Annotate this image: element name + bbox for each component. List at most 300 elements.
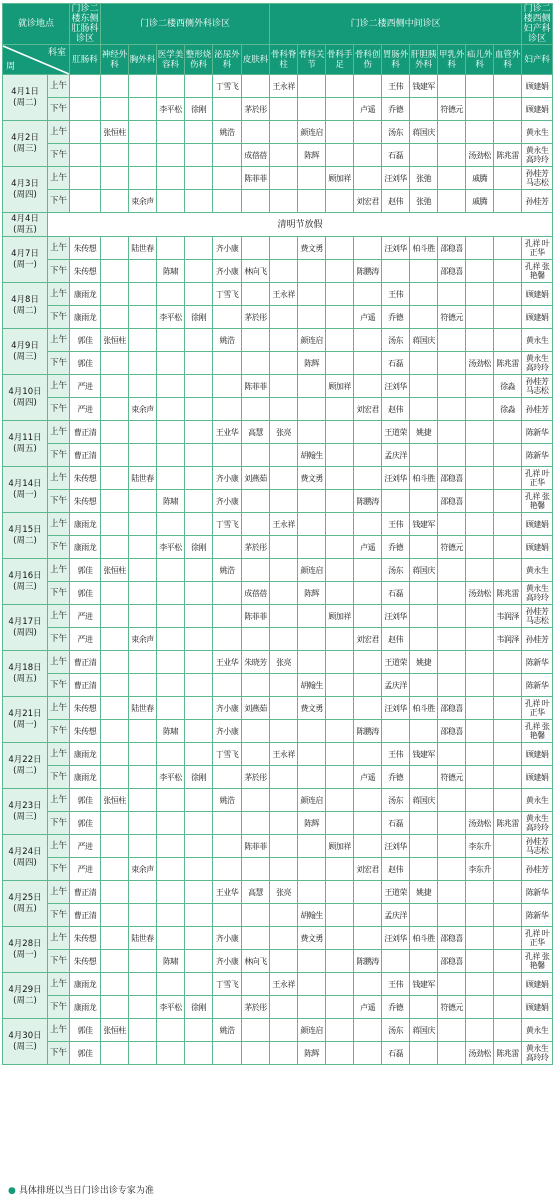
doctor-cell	[185, 812, 213, 835]
doctor-cell	[213, 605, 242, 628]
doctor-cell: 顾建娟	[522, 996, 553, 1019]
doctor-cell	[466, 98, 494, 121]
doctor-cell: 丁雪飞	[213, 513, 242, 536]
date-label: 4月3日	[11, 178, 39, 189]
doctor-cell	[466, 697, 494, 720]
weekday-label: (周五)	[13, 903, 37, 914]
doctor-cell	[101, 190, 129, 213]
doctor-cell	[129, 329, 157, 352]
doctor-cell	[382, 490, 410, 513]
doctor-cell	[157, 398, 185, 421]
doctor-cell	[70, 98, 101, 121]
doctor-cell: 郭佳	[70, 1042, 101, 1065]
doctor-cell	[70, 167, 101, 190]
date-label: 4月2日	[11, 132, 39, 143]
doctor-cell: 齐小康	[213, 467, 242, 490]
date-cell	[3, 167, 48, 213]
weekday-label: (周五)	[13, 224, 37, 235]
doctor-cell	[382, 260, 410, 283]
doctor-cell	[326, 766, 354, 789]
doctor-cell: 王永祥	[270, 513, 298, 536]
doctor-cell	[298, 973, 326, 996]
time-slot: 下午	[48, 144, 70, 167]
doctor-cell	[129, 536, 157, 559]
doctor-cell	[326, 559, 354, 582]
doctor-cell	[326, 283, 354, 306]
doctor-cell	[298, 306, 326, 329]
doctor-cell	[466, 973, 494, 996]
doctor-cell	[410, 950, 438, 973]
doctor-cell	[466, 950, 494, 973]
department-header: 疝儿外科	[466, 45, 494, 75]
doctor-cell: 茅於彤	[242, 98, 270, 121]
doctor-cell	[410, 444, 438, 467]
doctor-cell: 康雨龙	[70, 513, 101, 536]
doctor-cell	[185, 628, 213, 651]
doctor-cell: 顾建娟	[522, 766, 553, 789]
doctor-cell	[494, 536, 522, 559]
doctor-cell	[185, 375, 213, 398]
doctor-cell	[157, 421, 185, 444]
doctor-cell: 陈啸	[157, 950, 185, 973]
doctor-cell: 束余声	[129, 398, 157, 421]
doctor-cell: 孙桂芳 马志松	[522, 835, 553, 858]
doctor-cell	[466, 329, 494, 352]
doctor-cell	[185, 167, 213, 190]
schedule-row	[3, 121, 553, 144]
doctor-cell: 汤东	[382, 329, 410, 352]
doctor-cell	[494, 121, 522, 144]
doctor-cell	[494, 881, 522, 904]
doctor-cell	[466, 628, 494, 651]
doctor-cell	[270, 237, 298, 260]
doctor-cell	[494, 950, 522, 973]
doctor-cell	[326, 1042, 354, 1065]
doctor-cell	[270, 167, 298, 190]
time-slot: 上午	[48, 697, 70, 720]
doctor-cell: 陆世春	[129, 927, 157, 950]
doctor-cell	[213, 674, 242, 697]
doctor-cell	[438, 375, 466, 398]
doctor-cell: 汪刘华	[382, 167, 410, 190]
doctor-cell	[101, 720, 129, 743]
doctor-cell	[270, 697, 298, 720]
doctor-cell	[466, 559, 494, 582]
doctor-cell	[242, 490, 270, 513]
corner-cell	[3, 45, 70, 75]
doctor-cell: 黄永生	[522, 121, 553, 144]
doctor-cell: 成蓓蓓	[242, 582, 270, 605]
doctor-cell: 丁雪飞	[213, 743, 242, 766]
doctor-cell	[494, 835, 522, 858]
schedule-row	[3, 352, 553, 375]
doctor-cell: 汪刘华	[382, 467, 410, 490]
doctor-cell: 汤劲松	[466, 1042, 494, 1065]
doctor-cell: 孙桂芳 马志松	[522, 375, 553, 398]
weekday-label: (周四)	[13, 397, 37, 408]
doctor-cell	[242, 1019, 270, 1042]
doctor-cell	[494, 421, 522, 444]
doctor-cell	[157, 812, 185, 835]
doctor-cell: 柏斗胜	[410, 237, 438, 260]
doctor-cell	[101, 306, 129, 329]
doctor-cell: 孙桂芳 马志松	[522, 605, 553, 628]
doctor-cell	[242, 743, 270, 766]
bullet-icon: ●	[8, 1186, 16, 1196]
doctor-cell	[129, 973, 157, 996]
date-cell	[3, 213, 48, 237]
doctor-cell	[298, 651, 326, 674]
doctor-cell	[410, 812, 438, 835]
schedule-row	[3, 237, 553, 260]
weekday-label: (周二)	[13, 535, 37, 546]
doctor-cell: 丁雪飞	[213, 973, 242, 996]
doctor-cell	[157, 927, 185, 950]
doctor-cell	[129, 513, 157, 536]
doctor-cell	[213, 812, 242, 835]
date-cell	[3, 121, 48, 167]
schedule-row	[3, 559, 553, 582]
doctor-cell: 朱传想	[70, 927, 101, 950]
doctor-cell	[354, 237, 382, 260]
corner-split	[3, 46, 69, 74]
weekday-label: (周三)	[13, 581, 37, 592]
doctor-cell: 胡翰生	[298, 904, 326, 927]
doctor-cell	[157, 375, 185, 398]
time-slot: 下午	[48, 720, 70, 743]
department-header: 医学美容科	[157, 45, 185, 75]
doctor-cell: 茅於彤	[242, 306, 270, 329]
doctor-cell	[213, 996, 242, 1019]
doctor-cell	[298, 628, 326, 651]
date-label: 4月25日	[8, 892, 42, 903]
doctor-cell	[298, 835, 326, 858]
date-label: 4月24日	[8, 846, 42, 857]
date-label: 4月8日	[11, 294, 39, 305]
doctor-cell	[129, 1019, 157, 1042]
doctor-cell	[101, 927, 129, 950]
doctor-cell	[270, 766, 298, 789]
doctor-cell	[466, 444, 494, 467]
doctor-cell	[494, 283, 522, 306]
doctor-cell	[326, 75, 354, 98]
doctor-cell: 邵稳喜	[438, 490, 466, 513]
doctor-cell	[185, 1042, 213, 1065]
doctor-cell	[438, 789, 466, 812]
doctor-cell	[438, 743, 466, 766]
date-cell	[3, 789, 48, 835]
doctor-cell	[326, 444, 354, 467]
doctor-cell	[494, 720, 522, 743]
doctor-cell	[270, 582, 298, 605]
time-slot: 上午	[48, 121, 70, 144]
doctor-cell	[354, 467, 382, 490]
doctor-cell	[157, 674, 185, 697]
doctor-cell	[270, 927, 298, 950]
doctor-cell	[298, 881, 326, 904]
doctor-cell: 朱传想	[70, 260, 101, 283]
doctor-cell	[438, 352, 466, 375]
doctor-cell: 费文勇	[298, 697, 326, 720]
doctor-cell	[185, 973, 213, 996]
doctor-cell	[354, 1042, 382, 1065]
doctor-cell	[382, 950, 410, 973]
schedule-row	[3, 812, 553, 835]
zone-group-header: 门诊二楼西侧妇产科诊区	[523, 4, 551, 44]
doctor-cell	[185, 237, 213, 260]
schedule-row	[3, 697, 553, 720]
weekday-label: (周一)	[13, 949, 37, 960]
doctor-cell	[157, 789, 185, 812]
doctor-cell: 朱晓芳	[242, 651, 270, 674]
doctor-cell: 钱建军	[410, 743, 438, 766]
corner-department-label: 科室	[48, 47, 67, 58]
doctor-cell	[466, 467, 494, 490]
doctor-cell	[326, 881, 354, 904]
date-cell	[3, 927, 48, 973]
doctor-cell	[354, 927, 382, 950]
doctor-cell	[438, 1019, 466, 1042]
doctor-cell: 赵伟	[382, 858, 410, 881]
doctor-cell: 卢遥	[354, 98, 382, 121]
doctor-cell	[466, 720, 494, 743]
location-label: 就诊地点	[3, 4, 70, 45]
doctor-cell	[129, 121, 157, 144]
doctor-cell	[185, 651, 213, 674]
department-header: 泌尿外科	[213, 45, 242, 75]
doctor-cell: 赵伟	[382, 398, 410, 421]
doctor-cell: 汤劲松	[466, 352, 494, 375]
doctor-cell	[326, 743, 354, 766]
doctor-cell	[354, 121, 382, 144]
doctor-cell	[494, 559, 522, 582]
doctor-cell	[494, 98, 522, 121]
doctor-cell	[213, 858, 242, 881]
doctor-cell	[438, 628, 466, 651]
doctor-cell	[410, 996, 438, 1019]
doctor-cell: 孔祥 叶正华	[522, 927, 553, 950]
date-cell	[3, 605, 48, 651]
time-slot: 下午	[48, 674, 70, 697]
doctor-cell: 颜连启	[298, 121, 326, 144]
footnote-text: 具体排班以当日门诊出诊专家为准	[18, 1186, 154, 1196]
time-slot: 下午	[48, 490, 70, 513]
doctor-cell	[326, 490, 354, 513]
time-slot: 下午	[48, 766, 70, 789]
doctor-cell	[494, 467, 522, 490]
doctor-cell	[129, 720, 157, 743]
doctor-cell: 邵稳喜	[438, 927, 466, 950]
doctor-cell	[157, 329, 185, 352]
doctor-cell: 邵稳喜	[438, 260, 466, 283]
doctor-cell	[270, 605, 298, 628]
doctor-cell: 姚浩	[213, 559, 242, 582]
doctor-cell	[242, 329, 270, 352]
doctor-cell: 郭佳	[70, 789, 101, 812]
schedule-row	[3, 144, 553, 167]
doctor-cell	[410, 536, 438, 559]
date-label: 4月18日	[8, 662, 42, 673]
doctor-cell: 乔德	[382, 536, 410, 559]
doctor-cell	[129, 260, 157, 283]
doctor-cell: 康雨龙	[70, 766, 101, 789]
doctor-cell: 黄永生 高玲玲	[522, 812, 553, 835]
doctor-cell: 陈啸	[157, 260, 185, 283]
schedule-row	[3, 513, 553, 536]
schedule-row	[3, 881, 553, 904]
doctor-cell	[185, 789, 213, 812]
doctor-cell	[438, 1042, 466, 1065]
doctor-cell: 王业华	[213, 651, 242, 674]
time-slot: 下午	[48, 306, 70, 329]
doctor-cell	[213, 835, 242, 858]
doctor-cell: 柏斗胜	[410, 927, 438, 950]
doctor-cell	[185, 835, 213, 858]
doctor-cell: 徐刚	[185, 306, 213, 329]
doctor-cell: 严进	[70, 835, 101, 858]
doctor-cell: 孔祥 叶正华	[522, 237, 553, 260]
doctor-cell: 汤东	[382, 789, 410, 812]
doctor-cell	[326, 329, 354, 352]
schedule-row	[3, 628, 553, 651]
weekday-label: (周四)	[13, 857, 37, 868]
doctor-cell: 齐小康	[213, 720, 242, 743]
doctor-cell	[213, 536, 242, 559]
doctor-cell: 陈兆雷	[494, 812, 522, 835]
doctor-cell: 张弛	[410, 190, 438, 213]
doctor-cell	[270, 950, 298, 973]
doctor-cell	[466, 490, 494, 513]
date-cell	[3, 513, 48, 559]
doctor-cell: 李东升	[466, 858, 494, 881]
doctor-cell: 孙桂芳 马志松	[522, 167, 553, 190]
doctor-cell: 王道荣	[382, 421, 410, 444]
time-slot: 上午	[48, 237, 70, 260]
doctor-cell: 王永祥	[270, 75, 298, 98]
doctor-cell	[157, 121, 185, 144]
doctor-cell: 王永祥	[270, 973, 298, 996]
schedule-row	[3, 950, 553, 973]
schedule-row	[3, 329, 553, 352]
doctor-cell: 徐刚	[185, 766, 213, 789]
doctor-cell: 汪刘华	[382, 927, 410, 950]
date-cell	[3, 75, 48, 121]
doctor-cell: 颜连启	[298, 789, 326, 812]
doctor-cell	[129, 605, 157, 628]
doctor-cell	[70, 121, 101, 144]
doctor-cell: 王伟	[382, 973, 410, 996]
doctor-cell	[242, 812, 270, 835]
doctor-cell	[213, 306, 242, 329]
doctor-cell	[466, 260, 494, 283]
doctor-cell	[326, 513, 354, 536]
doctor-cell: 石磊	[382, 582, 410, 605]
doctor-cell: 陆世春	[129, 697, 157, 720]
doctor-cell: 陈新华	[522, 421, 553, 444]
department-header-row	[3, 45, 553, 75]
doctor-cell	[242, 190, 270, 213]
department-header: 骨科脊柱	[270, 45, 298, 75]
time-slot: 上午	[48, 467, 70, 490]
doctor-cell	[129, 674, 157, 697]
doctor-cell: 陈辉	[298, 1042, 326, 1065]
doctor-cell	[326, 144, 354, 167]
doctor-cell	[213, 628, 242, 651]
doctor-cell: 孟庆洋	[382, 904, 410, 927]
doctor-cell	[438, 605, 466, 628]
doctor-cell: 严进	[70, 398, 101, 421]
doctor-cell	[354, 513, 382, 536]
doctor-cell	[129, 996, 157, 1019]
doctor-cell: 王业华	[213, 421, 242, 444]
doctor-cell: 姚捷	[410, 881, 438, 904]
doctor-cell	[101, 467, 129, 490]
doctor-cell: 陈新华	[522, 444, 553, 467]
date-cell	[3, 881, 48, 927]
doctor-cell	[101, 950, 129, 973]
doctor-cell: 顾建娟	[522, 536, 553, 559]
doctor-cell	[70, 190, 101, 213]
doctor-cell: 陈兆雷	[494, 1042, 522, 1065]
doctor-cell: 束余声	[129, 628, 157, 651]
doctor-cell: 姚浩	[213, 1019, 242, 1042]
date-cell	[3, 835, 48, 881]
schedule-row	[3, 1042, 553, 1065]
doctor-cell: 乔德	[382, 98, 410, 121]
doctor-cell	[326, 306, 354, 329]
weekday-label: (周一)	[13, 259, 37, 270]
doctor-cell: 蒋国庆	[410, 789, 438, 812]
doctor-cell: 王伟	[382, 513, 410, 536]
doctor-cell	[70, 75, 101, 98]
time-slot: 上午	[48, 973, 70, 996]
doctor-cell	[494, 260, 522, 283]
doctor-cell	[410, 720, 438, 743]
doctor-cell: 黄永生 高玲玲	[522, 582, 553, 605]
doctor-cell	[326, 98, 354, 121]
doctor-cell	[213, 904, 242, 927]
doctor-cell: 符德元	[438, 98, 466, 121]
doctor-cell	[466, 766, 494, 789]
doctor-cell: 柏斗胜	[410, 467, 438, 490]
weekday-label: (周二)	[13, 97, 37, 108]
doctor-cell: 刘燕茹	[242, 697, 270, 720]
doctor-cell	[354, 697, 382, 720]
doctor-cell: 汪刘华	[382, 237, 410, 260]
time-slot: 下午	[48, 260, 70, 283]
doctor-cell	[101, 421, 129, 444]
doctor-cell	[494, 697, 522, 720]
doctor-cell: 顾建娟	[522, 513, 553, 536]
doctor-cell: 陈菲菲	[242, 835, 270, 858]
time-slot: 上午	[48, 743, 70, 766]
schedule-row	[3, 536, 553, 559]
doctor-cell: 汤劲松	[466, 582, 494, 605]
doctor-cell: 汪刘华	[382, 605, 410, 628]
doctor-cell	[101, 697, 129, 720]
doctor-cell	[438, 513, 466, 536]
doctor-cell: 束余声	[129, 858, 157, 881]
doctor-cell: 钱建军	[410, 973, 438, 996]
department-header: 肝胆胰外科	[410, 45, 438, 75]
doctor-cell	[157, 628, 185, 651]
doctor-cell	[270, 1042, 298, 1065]
doctor-cell	[129, 98, 157, 121]
doctor-cell	[101, 283, 129, 306]
doctor-cell	[354, 167, 382, 190]
doctor-cell	[157, 513, 185, 536]
doctor-cell	[438, 835, 466, 858]
